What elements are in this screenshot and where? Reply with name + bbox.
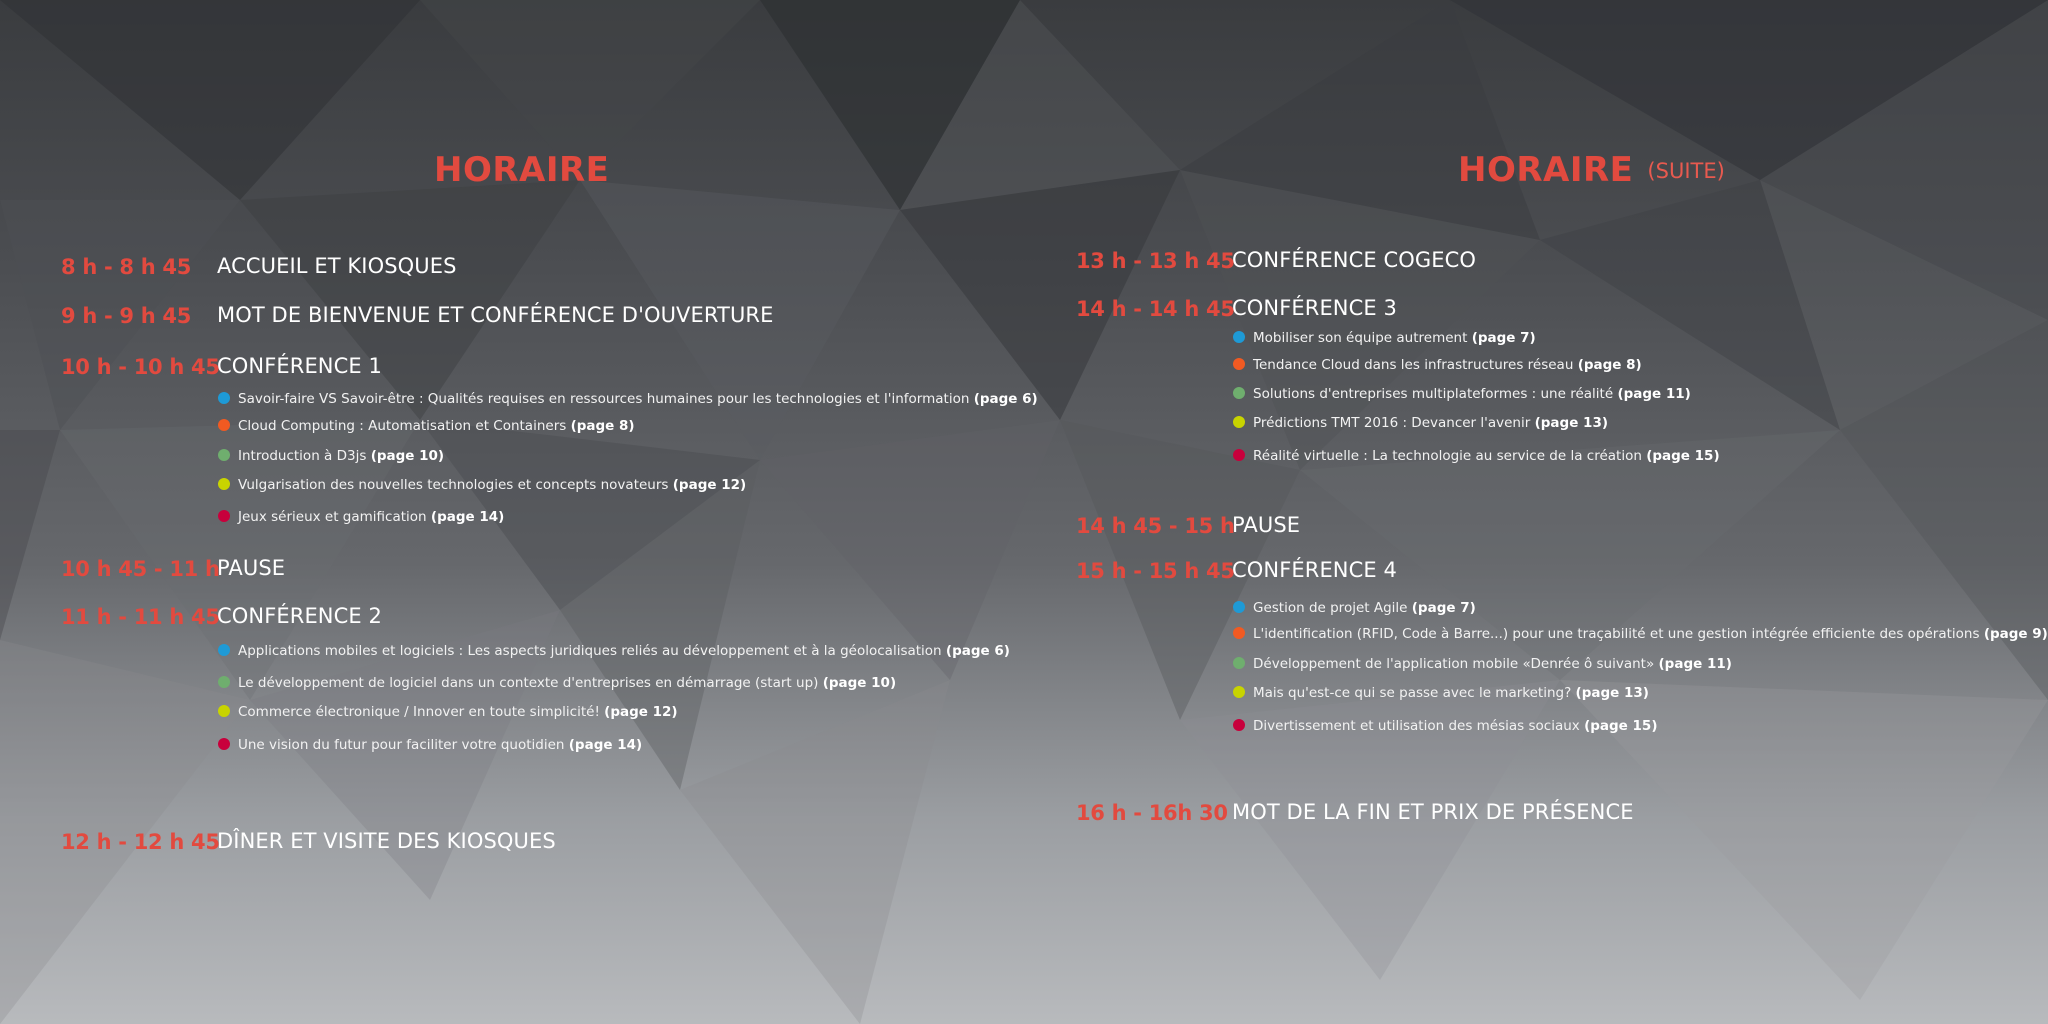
page-ref: (page 15) bbox=[1646, 448, 1720, 464]
event-title: CONFÉRENCE 3 bbox=[1232, 296, 1397, 320]
page-ref: (page 11) bbox=[1617, 386, 1691, 402]
bullet-dot-icon bbox=[1233, 358, 1245, 370]
page-ref: (page 13) bbox=[1534, 415, 1609, 431]
talk-item bbox=[1233, 684, 1649, 702]
time-slot: 15 h - 15 h 45 bbox=[1076, 559, 1235, 583]
event-title: CONFÉRENCE 1 bbox=[217, 354, 382, 378]
talk-title: Développement de l'application mobile «Denrée ô suivant» bbox=[1253, 656, 1655, 672]
talk-title: Réalité virtuelle : La technologie au service de la création bbox=[1253, 448, 1642, 464]
event-title: PAUSE bbox=[217, 556, 286, 580]
time-slot: 11 h - 11 h 45 bbox=[61, 605, 220, 629]
bullet-dot-icon bbox=[1233, 416, 1245, 428]
talk-title: Savoir-faire VS Savoir-être : Qualités requises en ressources humaines pour les technologies et l'information bbox=[238, 391, 970, 407]
page-ref: (page 14) bbox=[568, 737, 643, 753]
page-ref: (page 15) bbox=[1584, 718, 1658, 734]
event-title: DÎNER ET VISITE DES KIOSQUES bbox=[217, 829, 556, 853]
bullet-dot-icon bbox=[1233, 686, 1245, 698]
talk-title: Une vision du futur pour faciliter votre quotidien bbox=[238, 737, 565, 753]
time-slot: 8 h - 8 h 45 bbox=[61, 255, 192, 279]
page-ref: (page 7) bbox=[1411, 600, 1476, 616]
time-slot: 10 h 45 - 11 h bbox=[61, 557, 220, 581]
talk-title: Vulgarisation des nouvelles technologies et concepts novateurs bbox=[238, 477, 669, 493]
talk-item bbox=[1233, 447, 1720, 465]
page-ref: (page 11) bbox=[1658, 656, 1732, 672]
talk-title: Gestion de projet Agile bbox=[1253, 600, 1408, 616]
talk-title: L'identification (RFID, Code à Barre...) pour une traçabilité et une gestion intégrée efficiente des opérations bbox=[1253, 626, 1980, 642]
talk-item bbox=[1233, 717, 1658, 735]
talk-title: Mais qu'est-ce qui se passe avec le marketing? bbox=[1253, 685, 1572, 701]
event-title: CONFÉRENCE 4 bbox=[1232, 558, 1397, 582]
time-slot: 9 h - 9 h 45 bbox=[61, 304, 192, 328]
talk-title: Divertissement et utilisation des mésias sociaux bbox=[1253, 718, 1580, 734]
talk-item bbox=[1233, 414, 1608, 432]
time-slot: 12 h - 12 h 45 bbox=[61, 830, 220, 854]
event-title: ACCUEIL ET KIOSQUES bbox=[217, 254, 457, 278]
talk-item bbox=[1233, 329, 1536, 347]
bullet-dot-icon bbox=[1233, 387, 1245, 399]
event-title: MOT DE LA FIN ET PRIX DE PRÉSENCE bbox=[1232, 800, 1634, 824]
talk-title: Introduction à D3js bbox=[238, 448, 367, 464]
page-ref: (page 14) bbox=[430, 509, 505, 525]
talk-item bbox=[1233, 655, 1732, 673]
page-ref: (page 12) bbox=[672, 477, 747, 493]
bullet-dot-icon bbox=[1233, 331, 1245, 343]
talk-title: Mobiliser son équipe autrement bbox=[1253, 330, 1468, 346]
talk-title: Le développement de logiciel dans un contexte d'entreprises en démarrage (start up) bbox=[238, 675, 819, 691]
talk-title: Commerce électronique / Innover en toute simplicité! bbox=[238, 704, 600, 720]
talk-title: Prédictions TMT 2016 : Devancer l'avenir bbox=[1253, 415, 1531, 431]
event-title: PAUSE bbox=[1232, 513, 1301, 537]
page-title-right bbox=[1458, 150, 1725, 190]
title-text: HORAIRE bbox=[434, 150, 610, 190]
talk-title: Applications mobiles et logiciels : Les aspects juridiques reliés au développement et à la géolocalisation bbox=[238, 643, 942, 659]
page-ref: (page 7) bbox=[1471, 330, 1536, 346]
time-slot: 16 h - 16h 30 bbox=[1076, 801, 1228, 825]
talk-title: Jeux sérieux et gamification bbox=[238, 509, 427, 525]
time-slot: 14 h - 14 h 45 bbox=[1076, 297, 1235, 321]
page-ref: (page 6) bbox=[973, 391, 1038, 407]
page-ref: (page 10) bbox=[822, 675, 897, 691]
page-ref: (page 8) bbox=[570, 418, 635, 434]
page-ref: (page 10) bbox=[370, 448, 445, 464]
bullet-dot-icon bbox=[1233, 657, 1245, 669]
time-slot: 14 h 45 - 15 h bbox=[1076, 514, 1235, 538]
talk-item bbox=[1233, 356, 1642, 374]
talk-title: Solutions d'entreprises multiplateformes : une réalité bbox=[1253, 386, 1614, 402]
talk-title: Tendance Cloud dans les infrastructures réseau bbox=[1253, 357, 1574, 373]
bullet-dot-icon bbox=[1233, 449, 1245, 461]
page-ref: (page 9) bbox=[1983, 626, 2048, 642]
talk-item bbox=[1233, 385, 1691, 403]
page-ref: (page 6) bbox=[945, 643, 1010, 659]
page-ref: (page 13) bbox=[1575, 685, 1649, 701]
talk-item bbox=[1233, 625, 2048, 643]
bullet-dot-icon bbox=[1233, 601, 1245, 613]
talk-item bbox=[1233, 599, 1476, 617]
time-slot: 13 h - 13 h 45 bbox=[1076, 249, 1235, 273]
bullet-dot-icon bbox=[1233, 719, 1245, 731]
talk-title: Cloud Computing : Automatisation et Containers bbox=[238, 418, 567, 434]
title-suffix: (SUITE) bbox=[1647, 159, 1725, 183]
title-text: HORAIRE bbox=[1458, 150, 1634, 190]
page-ref: (page 12) bbox=[604, 704, 678, 720]
event-title: CONFÉRENCE COGECO bbox=[1232, 248, 1477, 272]
event-title: CONFÉRENCE 2 bbox=[217, 604, 382, 628]
event-title: MOT DE BIENVENUE ET CONFÉRENCE D'OUVERTURE bbox=[217, 303, 774, 327]
bullet-dot-icon bbox=[1233, 627, 1245, 639]
time-slot: 10 h - 10 h 45 bbox=[61, 355, 220, 379]
page-ref: (page 8) bbox=[1577, 357, 1642, 373]
